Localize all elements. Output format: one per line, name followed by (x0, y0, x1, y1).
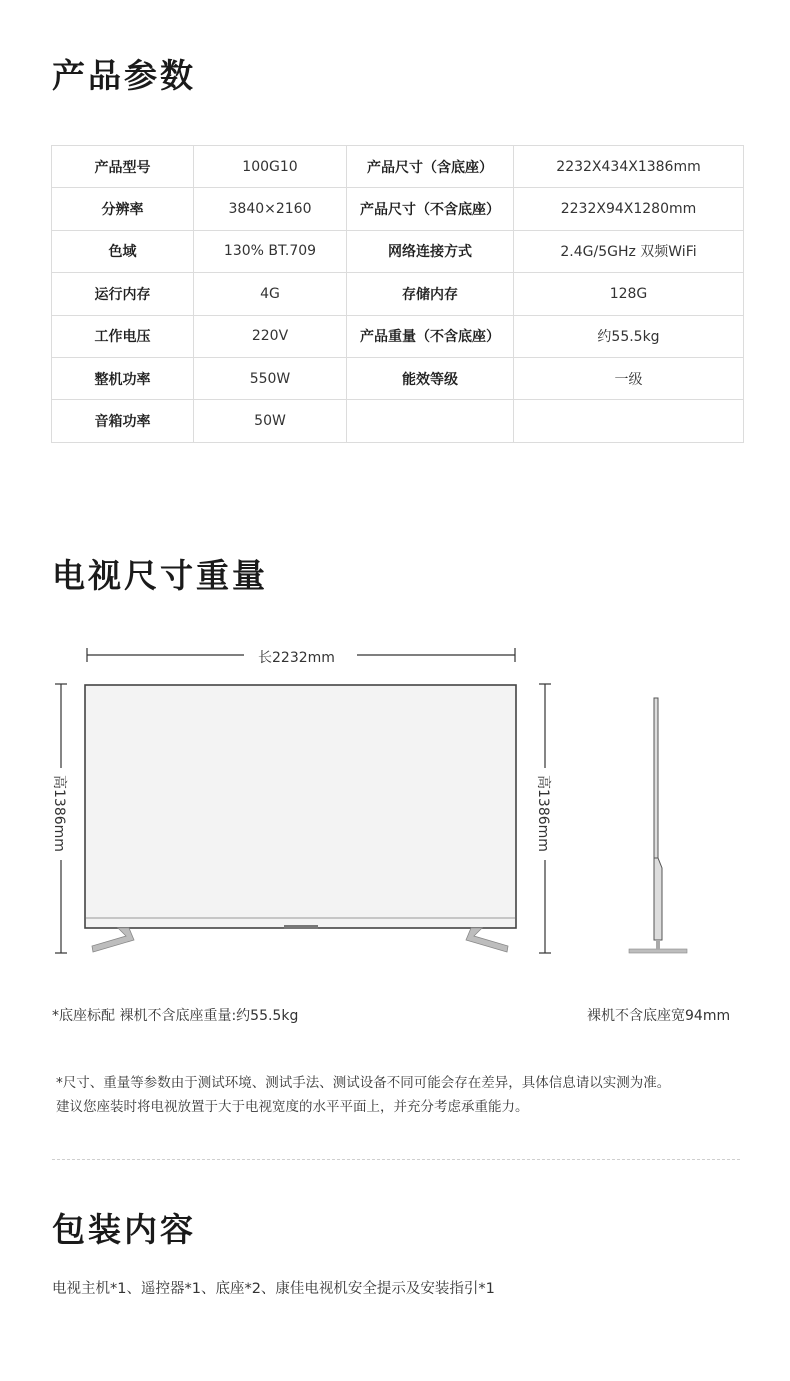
section-divider (52, 1159, 740, 1160)
spec-key: 网络连接方式 (347, 230, 514, 272)
disclaimer-line-1: *尺寸、重量等参数由于测试环境、测试手法、测试设备不同可能会存在差异，具体信息请以实测为准。 (56, 1075, 671, 1091)
spec-row (52, 188, 744, 230)
disclaimer-line-2: 建议您座装时将电视放置于大于电视宽度的水平平面上，并充分考虑承重能力。 (56, 1099, 529, 1115)
spec-row (52, 315, 744, 357)
right-height-label: 高1386mm (535, 775, 551, 852)
spec-row (52, 357, 744, 399)
spec-key: 产品尺寸（不含底座） (347, 188, 514, 230)
spec-value: 128G (514, 273, 744, 315)
spec-value: 3840×2160 (194, 188, 347, 230)
spec-key: 运行内存 (52, 273, 194, 315)
spec-key: 产品型号 (52, 146, 194, 188)
spec-value: 一级 (514, 357, 744, 399)
spec-value: 100G10 (194, 146, 347, 188)
spec-value: 约55.5kg (514, 315, 744, 357)
spec-key: 存储内存 (347, 273, 514, 315)
spec-key: 工作电压 (52, 315, 194, 357)
spec-value: 50W (194, 400, 347, 442)
spec-row (52, 273, 744, 315)
spec-value: 2.4G/5GHz 双频WiFi (514, 230, 744, 272)
spec-value: 4G (194, 273, 347, 315)
spec-value: 2232X434X1386mm (514, 146, 744, 188)
spec-key: 产品重量（不含底座） (347, 315, 514, 357)
spec-key (347, 400, 514, 442)
stand-weight-note: *底座标配 裸机不含底座重量:约55.5kg (52, 1008, 299, 1024)
spec-row (52, 230, 744, 272)
spec-value: 550W (194, 357, 347, 399)
depth-note: 裸机不含底座宽94mm (587, 1008, 731, 1024)
package-contents: 电视主机*1、遥控器*1、底座*2、康佳电视机安全提示及安装指引*1 (52, 1281, 495, 1297)
spec-value: 2232X94X1280mm (514, 188, 744, 230)
spec-row (52, 400, 744, 442)
spec-table (51, 145, 744, 443)
left-height-label: 高1386mm (51, 775, 67, 852)
spec-value: 220V (194, 315, 347, 357)
spec-key: 能效等级 (347, 357, 514, 399)
package-section-title: 包装内容 (52, 1210, 196, 1249)
spec-key: 音箱功率 (52, 400, 194, 442)
tv-dimension-diagram (0, 640, 790, 970)
width-label: 长2232mm (258, 650, 335, 666)
spec-key: 分辨率 (52, 188, 194, 230)
dimension-section-title: 电视尺寸重量 (52, 556, 268, 595)
spec-section-title: 产品参数 (52, 56, 196, 95)
tv-side-view (629, 698, 687, 953)
spec-value: 130% BT.709 (194, 230, 347, 272)
tv-front-view (85, 685, 516, 952)
spec-key: 整机功率 (52, 357, 194, 399)
spec-row (52, 146, 744, 188)
spec-value (514, 400, 744, 442)
spec-key: 色域 (52, 230, 194, 272)
spec-key: 产品尺寸（含底座） (347, 146, 514, 188)
